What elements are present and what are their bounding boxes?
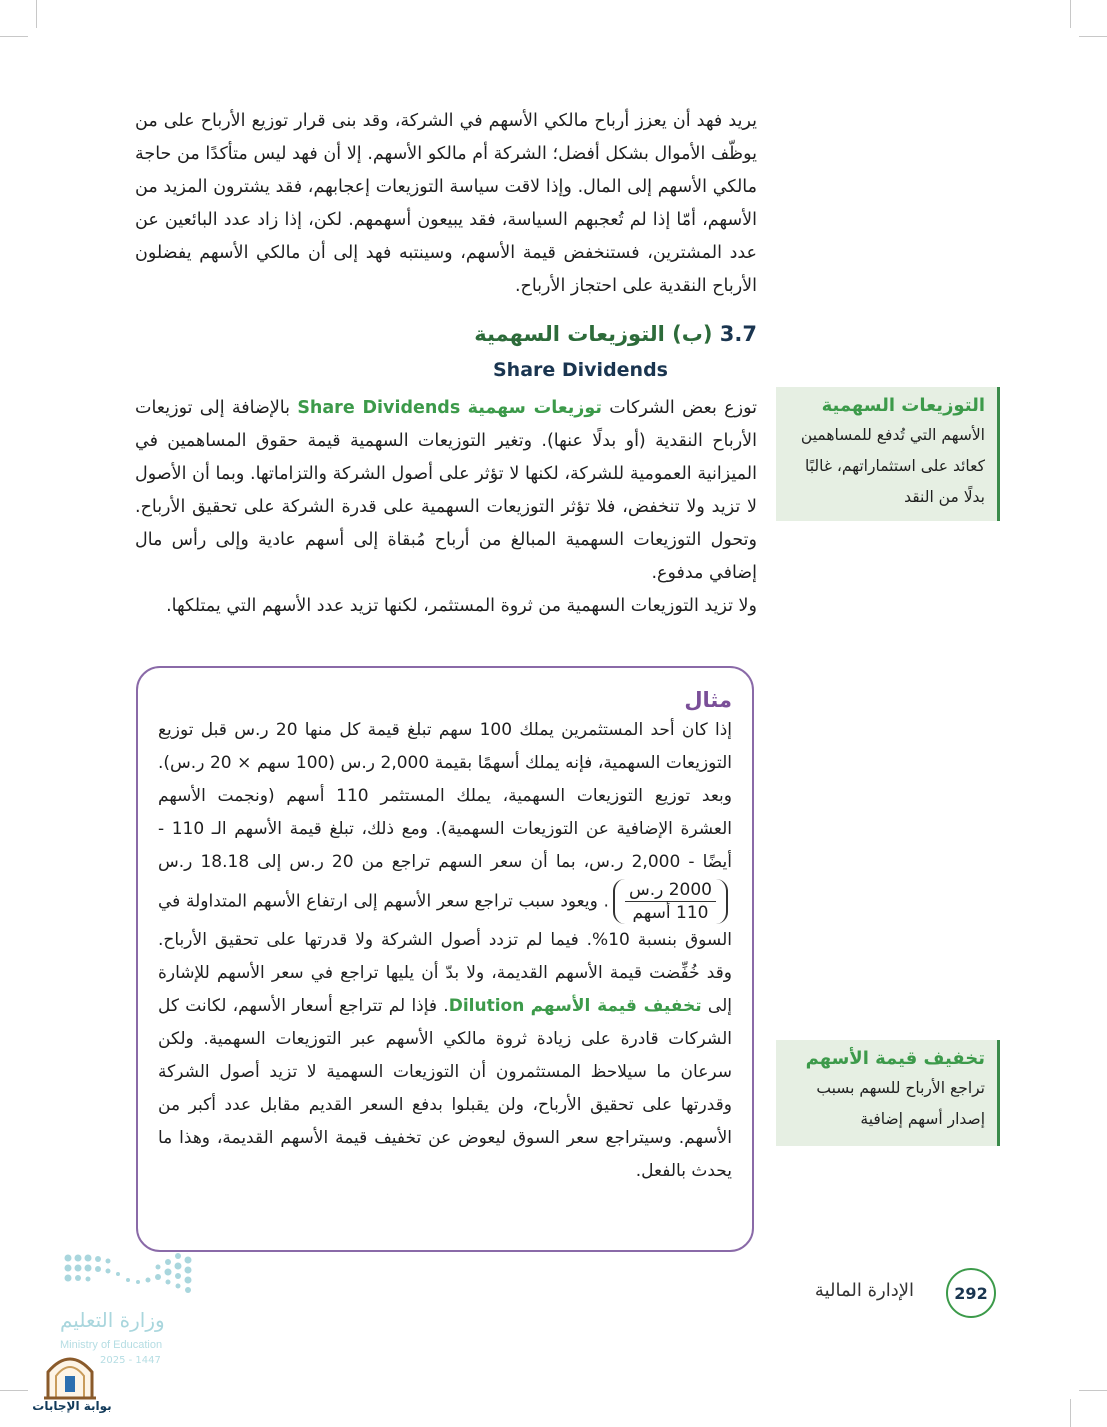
section-subheading: Share Dividends bbox=[492, 359, 668, 381]
price-fraction bbox=[613, 879, 728, 924]
ministry-name-english: Ministry of Education bbox=[60, 1339, 163, 1351]
page-number: 292 bbox=[946, 1268, 996, 1318]
answers-portal-label: بوابة الإجابات bbox=[32, 1399, 112, 1413]
term-share-dividends-ar: توزيعات سهمية bbox=[467, 398, 602, 418]
section-number: 3.7 bbox=[719, 322, 757, 346]
section-title: (ب) التوزيعات السهمية bbox=[474, 322, 713, 346]
example-title: مثال bbox=[684, 688, 732, 712]
book-title: الإدارة المالية bbox=[814, 1280, 914, 1301]
glossary-title: تخفيف قيمة الأسهم bbox=[805, 1048, 985, 1069]
glossary-box-dilution bbox=[776, 1040, 1000, 1146]
fraction-denominator: 110 أسهم bbox=[632, 903, 709, 923]
ministry-logo-dots-icon bbox=[62, 1252, 198, 1298]
fraction-numerator: 2000 ر.س bbox=[625, 879, 716, 902]
answers-portal-logo-icon bbox=[40, 1350, 100, 1400]
glossary-box-share-dividends bbox=[776, 387, 1000, 521]
main-paragraph-1: توزع بعض الشركات توزيعات سهمية Share Dividends بالإضافة إلى توزيعات الأرباح النقدية (أو بدلًا عنها). وتغير التوزيعات السهمية قيمة حقوق المساهمين في الميزانية العمومية للشركة، لكنها لا تؤثر على أصول الشركة والتزاماتها. وبما أن الأصول لا تزيد ولا تنخفض، فلا تؤثر التوزيعات السهمية على قدرة الشركة على تحقيق الأرباح. وتحول التوزيعات السهمية المبالغ من أرباح مُبقاة إلى أسهم عادية وإلى رأس مال إضافي مدفوع. bbox=[135, 398, 757, 583]
term-dilution-en: Dilution bbox=[448, 996, 525, 1016]
example-body: إذا كان أحد المستثمرين يملك 100 سهم تبلغ قيمة كل منها 20 ر.س قبل توزيع التوزيعات السهمية، فإنه يملك أسهمًا بقيمة 2,000 ر.س (100 سهم × 20 ر.س). وبعد توزيع التوزيعات السهمية، يملك المستثمر 110 أسهم (ونجمت الأسهم العشرة الإضافية عن التوزيعات السهمية). ومع ذلك، تبلغ قيمة الأسهم الـ 110 - أيضًا - 2,000 ر.س، بما أن سعر السهم تراجع من 20 ر.س إلى 18.18 ر.س $\frac{\text{2000 ر.س}}{\text{110 أسهم}}$ . ويعود سبب تراجع سعر الأسهم إلى ارتفاع الأسهم المتداولة في السوق بنسبة 10%. فيما لم تزدد أصول الشركة ولا قدرتها على تحقيق الأرباح. وقد خُفِّضت قيمة الأسهم القديمة، ولا بدّ أن يليها تراجع في سعر الأسهم للإشارة إلى تخفيف قيمة الأسهم Dilution. فإذا لم تتراجع أسعار الأسهم، لكانت كل الشركات قادرة على زيادة ثروة مالكي الأسهم عبر التوزيعات السهمية. ولكن سرعان ما سيلاحظ المستثمرون أن التوزيعات السهمية لا تزيد أصول الشركة وقدرتها على تحقيق الأرباح، ولن يقبلوا بدفع السعر القديم مقابل عدد أكبر من الأسهم. وسيتراجع سعر السوق ليعوض عن تخفيف قيمة الأسهم القديمة، وهذا ما يحدث بالفعل. bbox=[158, 720, 733, 1181]
glossary-title: التوزيعات السهمية bbox=[821, 395, 985, 416]
intro-paragraph: يريد فهد أن يعزز أرباح مالكي الأسهم في الشركة، وقد بنى قرار توزيع الأرباح على من يوظّف الأموال بشكل أفضل؛ الشركة أم مالكو الأسهم. إلا أن فهد ليس متأكدًا من حاجة مالكي الأسهم إلى المال. وإذا لاقت سياسة التوزيعات إعجابهم، فقد يشترون المزيد من الأسهم، أمّا إذا لم تُعجبهم السياسة، فقد يبيعون أسهمهم. لكن، إذا زاد عدد البائعين عن عدد المشترين، فستنخفض قيمة الأسهم، وسينتبه فهد إلى أن مالكي الأسهم يفضلون الأرباح النقدية على احتجاز الأرباح. bbox=[135, 111, 757, 296]
main-paragraph-2: ولا تزيد التوزيعات السهمية من ثروة المستثمر، لكنها تزيد عدد الأسهم التي يمتلكها. bbox=[166, 596, 757, 616]
ministry-year: 2025 - 1447 bbox=[100, 1355, 161, 1366]
main-text bbox=[135, 392, 757, 623]
section-heading bbox=[420, 322, 757, 346]
ministry-name-arabic: وزارة التعليم bbox=[60, 1308, 165, 1332]
glossary-definition: تراجع الأرباح للسهم بسبب إصدار أسهم إضافية bbox=[816, 1079, 985, 1128]
glossary-definition: الأسهم التي تُدفع للمساهمين كعائد على استثماراتهم، غالبًا بدلًا من النقد bbox=[800, 426, 985, 506]
term-share-dividends-en: Share Dividends bbox=[297, 398, 461, 418]
term-dilution-ar: تخفيف قيمة الأسهم bbox=[530, 996, 702, 1016]
example-box bbox=[136, 666, 754, 1252]
